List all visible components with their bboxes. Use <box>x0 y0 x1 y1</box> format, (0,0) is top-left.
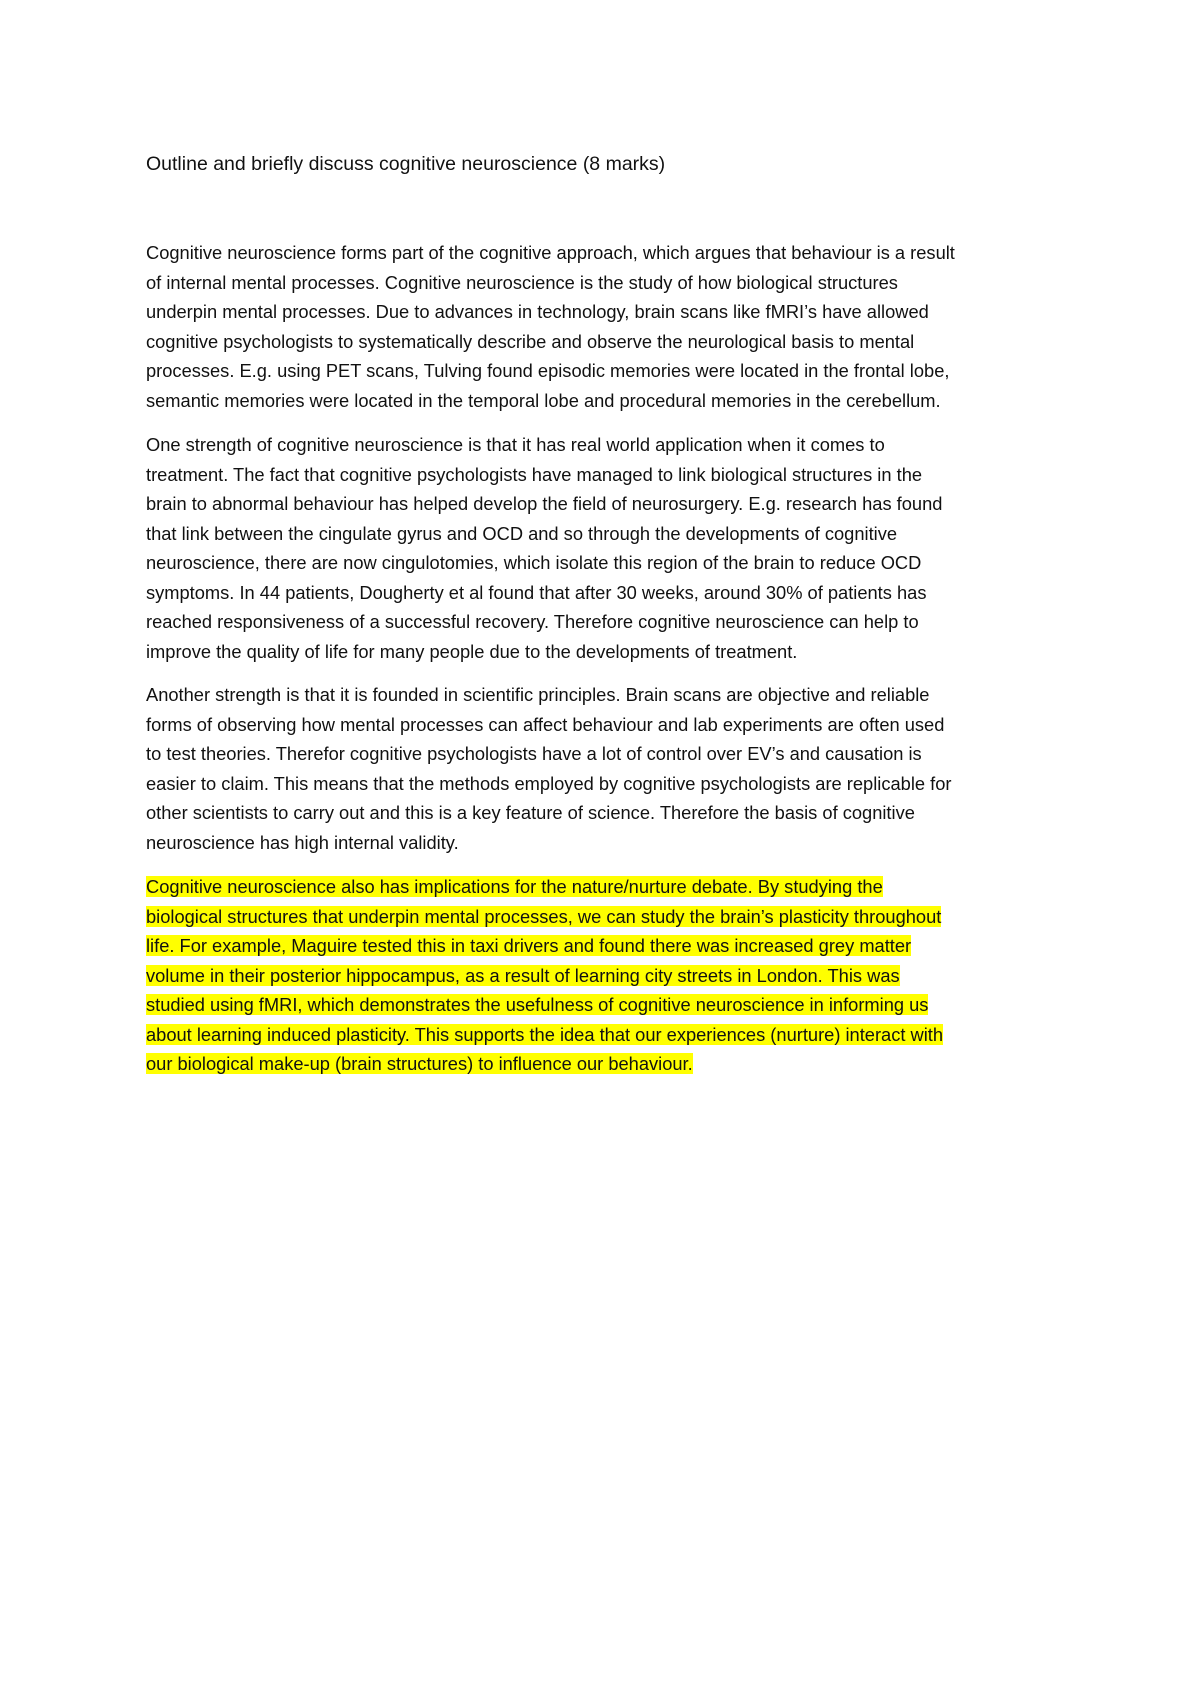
text-line: cognitive psychologists to systematically describe and observe the neurological basis to mental <box>146 330 915 352</box>
text-line: semantic memories were located in the temporal lobe and procedural memories in the cerebellum. <box>146 389 941 411</box>
highlighted-text-line: about learning induced plasticity. This supports the idea that our experiences (nurture) interact with <box>146 1023 944 1045</box>
text-line: Another strength is that it is founded in scientific principles. Brain scans are objective and reliable <box>146 684 930 705</box>
text-line: Cognitive neuroscience forms part of the cognitive approach, which argues that behaviour is a result <box>146 242 955 263</box>
text-line: underpin mental processes. Due to advances in technology, brain scans like fMRI’s have allowed <box>146 301 929 322</box>
text-line: reached responsiveness of a successful recovery. Therefore cognitive neuroscience can help to <box>146 611 919 632</box>
paragraph-strength-scientific <box>146 680 1066 857</box>
text-line: One strength of cognitive neuroscience is that it has real world application when it comes to <box>146 434 885 455</box>
text-line: improve the quality of life for many people due to the developments of treatment. <box>146 640 798 662</box>
text-line: other scientists to carry out and this is a key feature of science. Therefore the basis of cognitive <box>146 802 915 823</box>
paragraph-nature-nurture-highlighted <box>146 872 1066 1079</box>
highlighted-text-line: our biological make-up (brain structures) to influence our behaviour. <box>146 1053 693 1074</box>
highlighted-text-line: volume in their posterior hippocampus, as a result of learning city streets in London. This was <box>146 964 900 986</box>
text-line: neuroscience has high internal validity. <box>146 831 459 853</box>
text-line: symptoms. In 44 patients, Dougherty et al found that after 30 weeks, around 30% of patients has <box>146 581 927 603</box>
highlighted-text-line: studied using fMRI, which demonstrates the usefulness of cognitive neuroscience in informing us <box>146 994 929 1015</box>
highlighted-text-line: Cognitive neuroscience also has implications for the nature/nurture debate. By studying the <box>146 876 883 897</box>
text-line: treatment. The fact that cognitive psychologists have managed to link biological structures in the <box>146 463 923 485</box>
text-line: forms of observing how mental processes can affect behaviour and lab experiments are often used <box>146 713 945 735</box>
text-line: that link between the cingulate gyrus and OCD and so through the developments of cognitive <box>146 522 898 544</box>
text-line: processes. E.g. using PET scans, Tulving found episodic memories were located in the frontal lobe, <box>146 360 950 381</box>
text-line: easier to claim. This means that the methods employed by cognitive psychologists are replicable for <box>146 772 952 794</box>
text-line: to test theories. Therefor cognitive psychologists have a lot of control over EV’s and causation is <box>146 743 922 764</box>
document-title: Outline and briefly discuss cognitive neuroscience (8 marks) <box>146 153 666 175</box>
text-line: brain to abnormal behaviour has helped develop the field of neurosurgery. E.g. research has found <box>146 493 943 514</box>
highlighted-text-line: life. For example, Maguire tested this in taxi drivers and found there was increased grey matter <box>146 935 912 956</box>
paragraph-definition <box>146 238 1066 415</box>
highlighted-text-line: biological structures that underpin mental processes, we can study the brain’s plasticity throughout <box>146 905 942 927</box>
text-line: of internal mental processes. Cognitive neuroscience is the study of how biological structures <box>146 271 898 293</box>
paragraph-strength-application <box>146 430 1066 666</box>
text-line: neuroscience, there are now cingulotomies, which isolate this region of the brain to reduce OCD <box>146 552 922 573</box>
